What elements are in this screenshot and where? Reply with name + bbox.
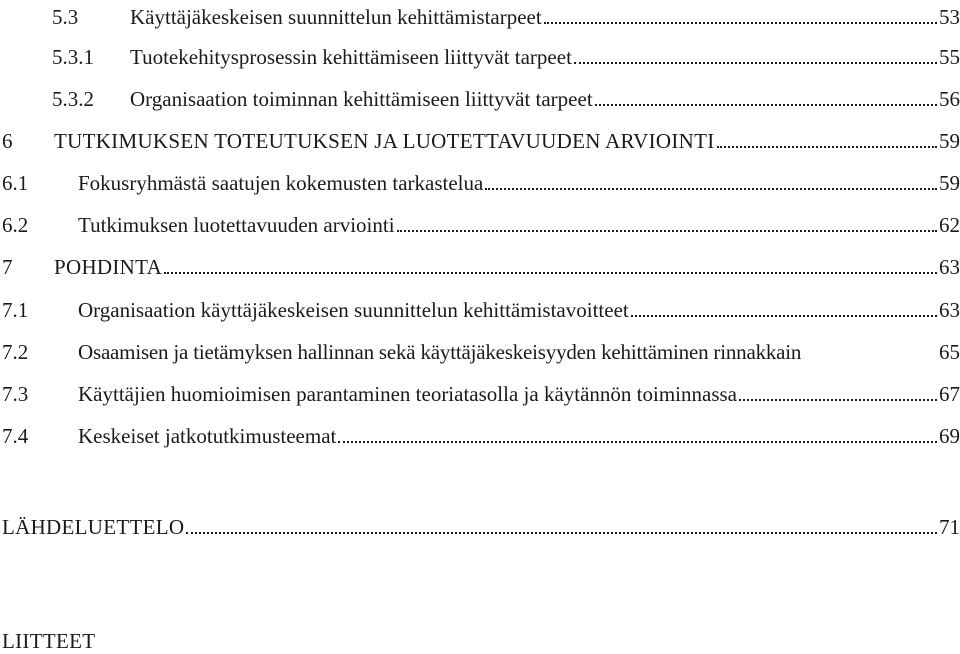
toc-entry-title: Organisaation käyttäjäkeskeisen suunnittelun kehittämistavoitteet [78, 298, 629, 322]
toc-entry-number: 6.1 [2, 171, 29, 195]
toc-entry-page: 53 [939, 5, 960, 29]
toc-entry-title: Organisaation toiminnan kehittämiseen liittyvät tarpeet [130, 87, 593, 111]
toc-dot-leader [803, 357, 937, 359]
toc-dot-leader [338, 439, 937, 443]
toc-entry-title: Fokusryhmästä saatujen kokemusten tarkastelua [78, 171, 484, 195]
toc-entry-title: Osaamisen ja tietämyksen hallinnan sekä käyttäjäkeskeisyyden kehittäminen rinnakkain [78, 340, 802, 364]
toc-entry-page: 56 [939, 87, 960, 111]
toc-entry-title: LÄHDELUETTELO [2, 515, 185, 539]
toc-entry-title: Tutkimuksen luotettavuuden arviointi [78, 213, 395, 237]
toc-entry-title: Keskeiset jatkotutkimusteemat [78, 424, 337, 448]
toc-dot-leader [595, 102, 937, 106]
toc-dot-leader [717, 144, 937, 148]
toc-entry-page: 71 [939, 515, 960, 539]
toc-entry-number: 5.3.1 [52, 45, 94, 69]
toc-entry-number: 7 [2, 255, 13, 279]
toc-dot-leader [544, 20, 937, 24]
toc-entry-page: 65 [939, 340, 960, 364]
toc-dot-leader [485, 186, 937, 190]
toc-entry-7[interactable] [2, 250, 960, 280]
toc-entry-appendices[interactable] [2, 624, 95, 654]
toc-entry-page: 67 [939, 382, 960, 406]
toc-entry-page: 63 [939, 255, 960, 279]
toc-dot-leader [164, 270, 937, 274]
toc-entry-number: 7.2 [2, 340, 29, 364]
toc-entry-title: Tuotekehitysprosessin kehittämiseen liittyvät tarpeet [130, 45, 572, 69]
toc-dot-leader [397, 228, 937, 232]
toc-entry-title: POHDINTA [54, 255, 163, 279]
toc-entry-title: Käyttäjien huomioimisen parantaminen teoriatasolla ja käytännön toiminnassa [78, 382, 737, 406]
toc-dot-leader [574, 60, 937, 64]
toc-entry-5-3-2[interactable] [52, 82, 960, 112]
toc-entry-number: 7.4 [2, 424, 29, 448]
toc-entry-7-2[interactable] [2, 335, 960, 365]
toc-dot-leader [739, 397, 937, 401]
toc-entry-number: 5.3 [52, 5, 79, 29]
toc-entry-page: 62 [939, 213, 960, 237]
toc-entry-page: 69 [939, 424, 960, 448]
toc-entry-title: Käyttäjäkeskeisen suunnittelun kehittämistarpeet [130, 5, 542, 29]
toc-entry-page: 55 [939, 45, 960, 69]
toc-dot-leader [186, 530, 937, 534]
toc-entry-number: 7.3 [2, 382, 29, 406]
toc-entry-7-4[interactable] [2, 419, 960, 449]
toc-entry-number: 5.3.2 [52, 87, 94, 111]
toc-entry-6-1[interactable] [2, 166, 960, 196]
toc-entry-title: TUTKIMUKSEN TOTEUTUKSEN JA LUOTETTAVUUDEN ARVIOINTI [54, 129, 715, 153]
toc-entry-title: LIITTEET [2, 629, 96, 653]
toc-entry-7-3[interactable] [2, 377, 960, 407]
toc-entry-page: 59 [939, 171, 960, 195]
toc-entry-number: 7.1 [2, 298, 29, 322]
toc-entry-7-1[interactable] [2, 293, 960, 323]
toc-entry-number: 6 [2, 129, 13, 153]
toc-entry-references[interactable] [2, 510, 960, 540]
toc-entry-5-3[interactable] [52, 0, 960, 30]
toc-entry-6[interactable] [2, 124, 960, 154]
toc-entry-page: 63 [939, 298, 960, 322]
toc-entry-5-3-1[interactable] [52, 40, 960, 70]
toc-entry-6-2[interactable] [2, 208, 960, 238]
toc-dot-leader [631, 313, 937, 317]
toc-entry-page: 59 [939, 129, 960, 153]
toc-entry-number: 6.2 [2, 213, 29, 237]
